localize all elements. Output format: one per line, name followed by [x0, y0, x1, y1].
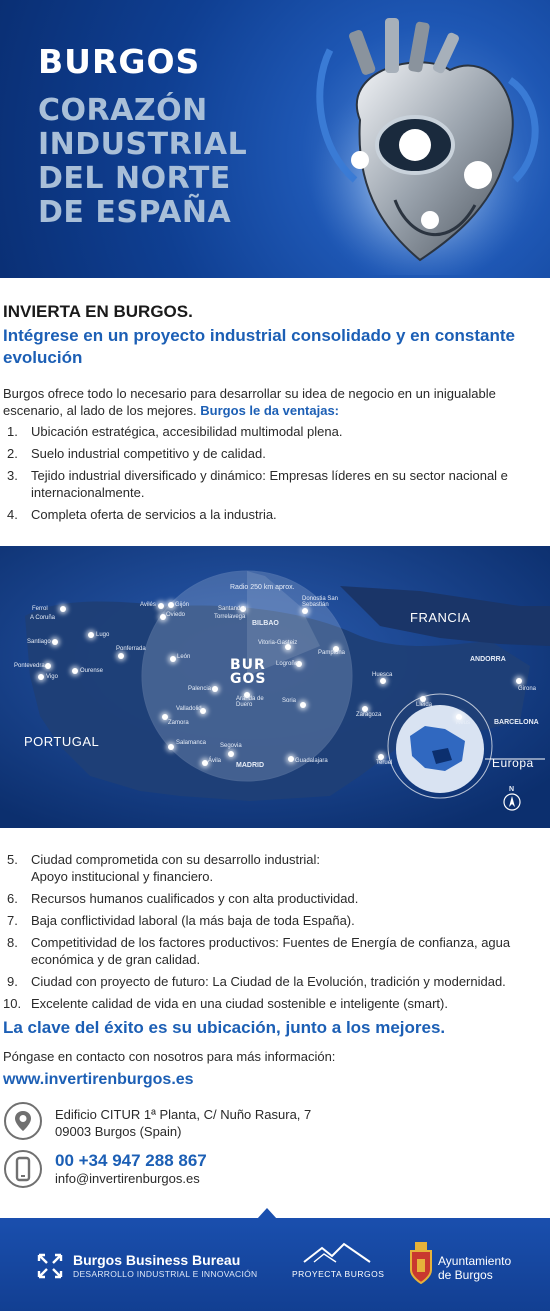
logo-bottom: GOS	[230, 671, 267, 687]
city-name: A Coruña	[30, 615, 56, 621]
coat-of-arms-icon	[409, 1242, 433, 1284]
address-line: 09003 Burgos (Spain)	[55, 1124, 182, 1139]
label-portugal: PORTUGAL	[24, 734, 100, 749]
city-dot	[38, 674, 44, 680]
city-name: Logroño	[276, 661, 299, 667]
city-name: Ferrol	[32, 606, 48, 612]
city-name: Avilés	[140, 602, 156, 608]
mobile-phone-icon	[4, 1150, 42, 1188]
list-number: 7.	[7, 913, 18, 928]
city-dot	[88, 632, 94, 638]
list-number: 10.	[3, 996, 22, 1011]
list-item	[3, 506, 543, 523]
list-item	[3, 973, 543, 990]
bbb-subtitle: DESARROLLO INDUSTRIAL E INNOVACIÓN	[73, 1269, 258, 1279]
city-name: Ourense	[80, 668, 104, 674]
label-francia: FRANCIA	[410, 610, 471, 625]
intro-body: Burgos ofrece todo lo necesario para desarrollar su idea de negocio en un inigualable escenario, al lado de los mejores.	[3, 386, 496, 418]
location-pin-icon	[4, 1102, 42, 1140]
address-line: Edificio CITUR 1ª Planta, C/ Nuño Rasura, 7	[55, 1107, 312, 1122]
list-text: Baja conflictividad laboral (la más baja de toda España).	[31, 913, 355, 928]
city-name: Valladolid	[176, 706, 202, 712]
city-dot	[212, 686, 218, 692]
list-item	[3, 995, 543, 1012]
hero-subtitle-line: DEL NORTE	[38, 161, 231, 196]
label-bilbao: BILBAO	[252, 620, 279, 627]
ayuntamiento-line1: Ayuntamiento	[438, 1254, 512, 1268]
city-dot	[288, 756, 294, 762]
list-item	[3, 934, 543, 968]
footer	[0, 1218, 550, 1311]
section-heading: INVIERTA EN BURGOS.	[3, 302, 193, 321]
label-andorra: ANDORRA	[470, 656, 506, 663]
city-dot	[45, 663, 51, 669]
city-name: Girona	[518, 686, 537, 692]
hero-banner	[0, 0, 550, 278]
contact-lead: Póngase en contacto con nosotros para más información:	[3, 1049, 336, 1064]
city-name: Palencia	[188, 686, 212, 692]
list-number: 1.	[7, 424, 18, 439]
list-text: Ubicación estratégica, accesibilidad multimodal plena.	[31, 424, 343, 439]
city-name: Lugo	[96, 632, 110, 638]
list-number: 9.	[7, 974, 18, 989]
list-number: 6.	[7, 891, 18, 906]
city-name: Lleida	[416, 702, 433, 708]
location-map	[0, 546, 550, 828]
city-name: Santiago	[27, 639, 51, 645]
list-text: Suelo industrial competitivo y de calidad.	[31, 446, 266, 461]
list-text: Completa oferta de servicios a la industria.	[31, 507, 277, 522]
radius-label: Radio 250 km aprox.	[230, 584, 295, 591]
city-name: Ávila	[208, 758, 222, 764]
city-name: Oviedo	[166, 612, 186, 618]
ayuntamiento-line2: de Burgos	[438, 1268, 493, 1282]
list-text: Ciudad comprometida con su desarrollo industrial: Apoyo institucional y financiero.	[31, 852, 321, 884]
north-label: N	[509, 786, 515, 793]
city-name: León	[177, 654, 191, 660]
email-link[interactable]: info@invertirenburgos.es	[55, 1171, 200, 1186]
label-barcelona: BARCELONA	[494, 719, 539, 726]
list-item	[3, 912, 543, 929]
city-name: Zaragoza	[356, 712, 382, 718]
city-name: Huesca	[372, 672, 393, 678]
intro-paragraph	[3, 385, 543, 419]
mechanical-heart-illustration	[300, 10, 550, 275]
city-dot	[168, 744, 174, 750]
list-item	[3, 851, 543, 885]
city-name: Vitoria-Gasteiz	[258, 640, 298, 646]
hero-subtitle	[38, 94, 338, 230]
phone-link[interactable]: 00 +34 947 288 867	[55, 1151, 207, 1170]
compass-icon	[505, 795, 519, 809]
city-name: Santander	[218, 606, 246, 612]
city-dot	[228, 751, 234, 757]
city-name: Soria	[282, 698, 297, 704]
city-name: Guadalajara	[295, 758, 328, 764]
logo-top: BUR	[230, 657, 266, 673]
list-item	[3, 467, 543, 501]
city-name: Segovia	[220, 743, 242, 749]
city-name: Teruel	[376, 760, 393, 766]
list-item	[3, 890, 543, 907]
list-text: Tejido industrial diversificado y dinámico: Empresas líderes en su sector nacional e internacionalmente.	[31, 468, 508, 500]
tagline: La clave del éxito es su ubicación, junto a los mejores.	[3, 1018, 446, 1037]
list-number: 5.	[7, 852, 18, 867]
city-dot	[118, 653, 124, 659]
bbb-logo-icon	[36, 1252, 64, 1280]
city-dot	[380, 678, 386, 684]
city-name: Ponferrada	[116, 646, 146, 652]
list-number: 4.	[7, 507, 18, 522]
proyecta-burgos-name: PROYECTA BURGOS	[292, 1269, 385, 1279]
hero-subtitle-line: DE ESPAÑA	[38, 195, 232, 230]
mountain-logo-icon	[302, 1240, 372, 1266]
city-dot	[302, 608, 308, 614]
label-europa: Europa	[492, 756, 534, 770]
list-number: 2.	[7, 446, 18, 461]
burgos-map-logo	[230, 658, 266, 686]
bbb-name: Burgos Business Bureau	[73, 1252, 241, 1268]
intro-highlight: Burgos le da ventajas:	[200, 403, 340, 418]
city-dot	[72, 668, 78, 674]
list-item	[3, 423, 543, 440]
city-name: Gijón	[175, 602, 190, 608]
city-dot	[168, 602, 174, 608]
city-name: Donostia San Sebastián	[302, 596, 339, 608]
list-number: 8.	[7, 935, 18, 950]
address	[55, 1106, 311, 1140]
city-name: Pamplona	[318, 650, 346, 656]
hero-subtitle-line: INDUSTRIAL	[38, 127, 248, 162]
list-text: Recursos humanos cualificados y con alta productividad.	[31, 891, 359, 906]
hero-city: BURGOS	[38, 42, 201, 81]
city-name: Reus	[456, 720, 471, 726]
city-name: Pontevedra	[14, 663, 45, 669]
city-dot	[60, 606, 66, 612]
city-name: Zamora	[168, 720, 189, 726]
advantages-list-2	[3, 851, 543, 1017]
section-lead: Intégrese en un proyecto industrial consolidado y en constante evolución	[3, 326, 515, 367]
list-text: Excelente calidad de vida en una ciudad sostenible e inteligente (smart).	[31, 996, 448, 1011]
city-dot	[52, 639, 58, 645]
hero-subtitle-line: CORAZÓN	[38, 93, 208, 128]
city-name: Torrelavega	[214, 614, 246, 620]
label-madrid: MADRID	[236, 762, 264, 769]
city-dot	[158, 603, 164, 609]
website-link[interactable]: www.invertirenburgos.es	[3, 1071, 194, 1088]
city-name: Aranda de Duero	[236, 696, 264, 708]
city-name: Salamanca	[176, 740, 207, 746]
city-dot	[300, 702, 306, 708]
city-name: Vigo	[46, 674, 58, 680]
city-dot	[516, 678, 522, 684]
advantages-list-1	[3, 423, 543, 528]
list-text: Ciudad con proyecto de futuro: La Ciudad de la Evolución, tradición y modernidad.	[31, 974, 506, 989]
list-text: Competitividad de los factores productivos: Fuentes de Energía de confianza, agua económica y de gran calidad.	[31, 935, 511, 967]
list-item	[3, 445, 543, 462]
list-number: 3.	[7, 468, 18, 483]
city-dot	[170, 656, 176, 662]
